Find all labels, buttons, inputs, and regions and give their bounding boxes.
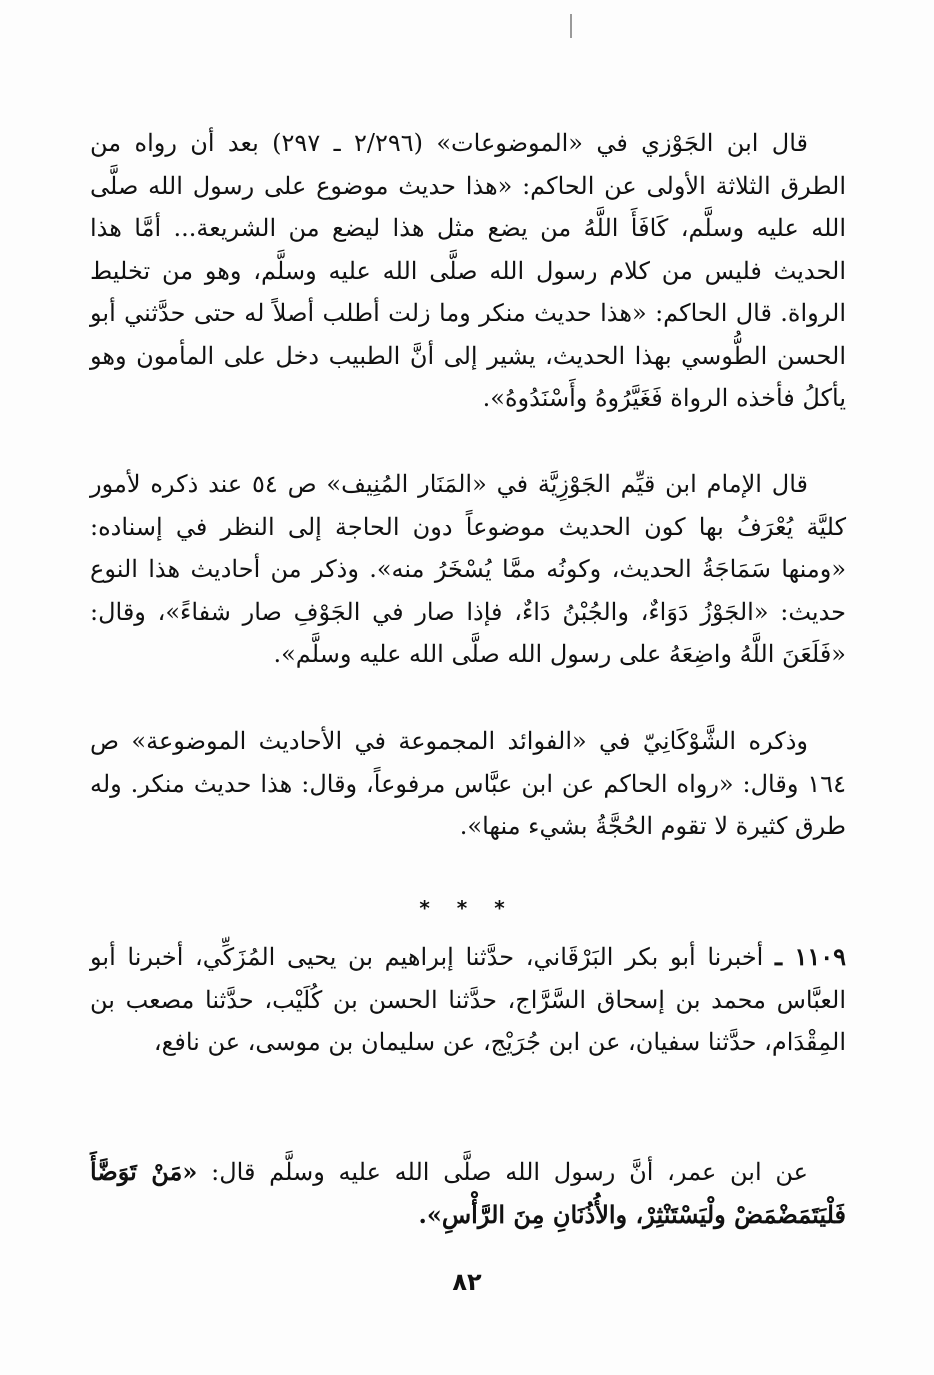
matn-intro: عن ابن عمر، أنَّ رسول الله صلَّى الله عليه وسلَّم قال: [211,1158,808,1186]
hadith-matn-block [90,1151,846,1236]
hadith-matn [90,1151,846,1236]
matn-text: «مَنْ تَوَضَّأَ فَلْيَتَمَضْمَضْ ولْيَسْتَنْثِرْ، والأُذُنَانِ مِنَ الرَّأْسِ». [90,1157,846,1229]
paragraph-shawkani [90,720,846,848]
paragraph-text: قال الإمام ابن قيِّم الجَوْزِيَّة في «المَنَار المُنِيف» ص ٥٤ عند ذكره لأمور كليَّة يُعْرَفُ بها كون الحديث موضوعاً دون الحاجة إلى النظر في إسناده: «ومنها سَمَاجَةُ الحديث، وكونُه ممَّا يُسْخَرُ منه». وذكر من أحاديث هذا النوع حديث: «الجَوْزُ دَوَاءٌ، والجُبْنُ دَاءٌ، فإذا صار في الجَوْفِ صار شفاءً»، وقال: «فَلَعَنَ اللَّهُ واضِعَهُ على رسول الله صلَّى الله عليه وسلَّم». [90,470,847,668]
hadith-number: ١١٠٩ ـ [775,942,846,971]
hadith-isnad [90,936,846,1064]
paragraph-text: وذكره الشَّوْكَانِيّ في «الفوائد المجموعة في الأحاديث الموضوعة» ص ١٦٤ وقال: «رواه الحاكم عن ابن عبَّاس مرفوعاً، وقال: هذا حديث منكر. وله طرق كثيرة لا تقوم الحُجَّةُ بشيء منها». [90,727,846,840]
page-number: ٨٢ [452,1268,482,1296]
paragraph-ibn-aljawzi [90,122,846,420]
section-separator: * * * [419,896,515,920]
isnad-text: أخبرنا أبو بكر البَرْقَاني، حدَّثنا إبراهيم بن يحيى المُزَكِّي، أخبرنا أبو العبَّاس محمد بن إسحاق السَّرَّاج، حدَّثنا الحسن بن كُلَيْب، حدَّثنا مصعب بن المِقْدَام، حدَّثنا سفيان، عن ابن جُرَيْج، عن سليمان بن موسى، عن نافع، [90,943,846,1056]
paragraph-ibn-qayyim [90,463,846,676]
scan-mark [570,14,572,38]
paragraph-text: قال ابن الجَوْزي في «الموضوعات» (٢/٢٩٦ ـ ٢٩٧) بعد أن رواه من الطرق الثلاثة الأولى عن الحاكم: «هذا حديث موضوع على رسول الله صلَّى الله عليه وسلَّم، كَافَأَ اللَّهُ من يضع مثل هذا ليضع من الشريعة... أمَّا هذا الحديث فليس من كلام رسول الله صلَّى الله عليه وسلَّم، وهو من تخليط الرواة. قال الحاكم: «هذا حديث منكر وما زلت أطلب أصلاً له حتى حدَّثني أبو الحسن الطُّوسي بهذا الحديث، يشير إلى أنَّ الطبيب دخل على المأمون وهو يأكلُ فأخذه الرواة فَغَيَّرُوهُ وأَسْنَدُوهُ». [90,129,846,412]
hadith-isnad-block [90,936,846,1064]
